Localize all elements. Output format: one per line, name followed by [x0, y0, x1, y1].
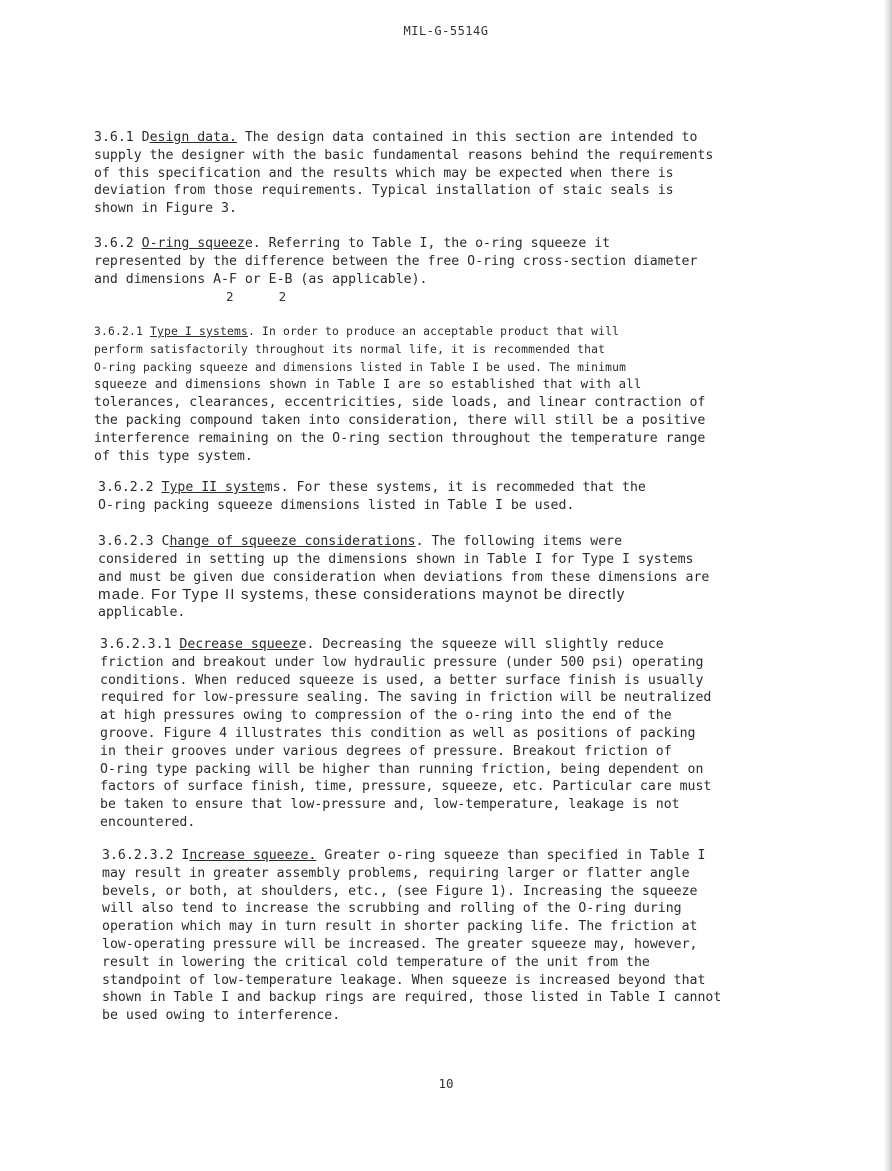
section-number: 3.6.2.1: [94, 325, 151, 338]
text-line: Greater o-ring squeeze than specified in Table I: [316, 848, 706, 863]
section-number: 3.6.2.3 C: [98, 534, 170, 549]
text-line: shown in Table I and backup rings are required, those listed in Table I cannot: [102, 990, 722, 1006]
page-number: 10: [438, 1076, 454, 1091]
text-line: applicable.: [98, 605, 186, 621]
section-title: hange of squeeze considerations: [169, 534, 416, 549]
text-line: and dimensions A-F or E-B (as applicable).: [94, 271, 428, 287]
page-edge-shadow: [884, 0, 892, 1171]
text-line: factors of surface finish, time, pressure, squeeze, etc. Particular care must: [100, 779, 712, 795]
text-line: required for low-pressure sealing. The saving in friction will be neutralized: [100, 690, 712, 706]
paragraph-3-6-2-3: [98, 533, 788, 622]
section-number: 3.6.2.2: [98, 480, 162, 495]
text-line: perform satisfactorily throughout its normal life, it is recommended that: [94, 342, 606, 356]
section-title: ncrease squeeze.: [189, 848, 317, 863]
paragraph-first-line: [98, 479, 788, 497]
text-line: low-operating pressure will be increased. The greater squeeze may, however,: [102, 936, 698, 952]
section-title: Decrease squeez: [179, 637, 299, 652]
text-line: e. Referring to Table I, the o-ring squeeze it: [244, 236, 611, 251]
text-line: . The following items were: [415, 534, 623, 549]
text-line: operation which may in turn result in shorter packing life. The friction at: [102, 919, 698, 935]
text-line: ms. For these systems, it is recommeded that the: [264, 480, 646, 495]
section-number: 3.6.1 D: [94, 130, 150, 145]
text-line: be used owing to interference.: [102, 1008, 341, 1024]
section-title: O-ring squeez: [141, 236, 245, 251]
paragraph-first-line: [102, 847, 792, 865]
text-line: conditions. When reduced squeeze is used, a better surface finish is usually: [100, 672, 704, 688]
text-line: interference remaining on the O-ring section throughout the temperature range: [94, 430, 706, 446]
paragraph-first-line: [94, 323, 784, 341]
section-number: 3.6.2.3.1: [100, 637, 180, 652]
text-line: the packing compound taken into consideration, there will still be a positive: [94, 412, 706, 428]
paragraph-first-line: [94, 235, 784, 253]
paragraph-3-6-2: [94, 235, 784, 288]
paragraph-first-line: [98, 533, 788, 551]
paragraph-first-line: [94, 129, 784, 147]
text-line: standpoint of low-temperature leakage. When squeeze is increased beyond that: [102, 972, 706, 988]
text-line: squeeze and dimensions shown in Table I are so established that with all: [94, 377, 642, 392]
text-line: . In order to produce an acceptable product that will: [248, 325, 620, 338]
text-line: shown in Figure 3.: [94, 201, 237, 217]
paragraph-3-6-1: [94, 129, 784, 218]
text-line: tolerances, clearances, eccentricities, side loads, and linear contraction of: [94, 395, 706, 411]
text-line: groove. Figure 4 illustrates this condition as well as positions of packing: [100, 725, 696, 741]
text-line: The design data contained in this section are intended to: [236, 130, 698, 145]
text-line: supply the designer with the basic fundamental reasons behind the requirements: [94, 147, 714, 163]
section-number: 3.6.2.3.2 I: [102, 848, 190, 863]
document-header: MIL-G-5514G: [403, 24, 489, 38]
text-line: in their grooves under various degrees of pressure. Breakout friction of: [100, 743, 672, 759]
section-title: Type II syste: [161, 480, 265, 495]
text-line: O-ring type packing will be higher than running friction, being dependent on: [100, 761, 704, 777]
text-line: O-ring packing squeeze and dimensions listed in Table I be used. The minimum: [94, 360, 627, 374]
text-line: and must be given due consideration when deviations from these dimensions are: [98, 569, 710, 585]
section-number: 3.6.2: [94, 236, 142, 251]
text-line: represented by the difference between the free O-ring cross-section diameter: [94, 253, 698, 269]
paragraph-3-6-2-1: [94, 323, 784, 465]
text-line: O-ring packing squeeze dimensions listed in Table I be used.: [98, 497, 575, 513]
dimension-subscripts: 2 2: [226, 289, 287, 304]
text-line: e. Decreasing the squeeze will slightly reduce: [298, 637, 664, 652]
text-line: of this type system.: [94, 448, 253, 464]
paragraph-3-6-2-2: [98, 479, 788, 515]
text-line: made. For Type II systems, these considerations maynot be directly: [98, 586, 626, 604]
text-line: be taken to ensure that low-pressure and, low-temperature, leakage is not: [100, 797, 680, 813]
text-line: deviation from those requirements. Typical installation of staic seals is: [94, 183, 674, 199]
text-line: of this specification and the results which may be expected when there is: [94, 165, 674, 181]
text-line: will also tend to increase the scrubbing and rolling of the O-ring during: [102, 901, 682, 917]
paragraph-3-6-2-3-1: [100, 636, 790, 832]
text-line: encountered.: [100, 814, 196, 830]
paragraph-3-6-2-3-2: [102, 847, 792, 1025]
text-line: may result in greater assembly problems, requiring larger or flatter angle: [102, 865, 690, 881]
paragraph-first-line: [100, 636, 790, 654]
text-line: bevels, or both, at shoulders, etc., (see Figure 1). Increasing the squeeze: [102, 883, 698, 899]
text-line: considered in setting up the dimensions shown in Table I for Type I systems: [98, 551, 694, 567]
section-title: esign data.: [149, 130, 237, 145]
text-line: result in lowering the critical cold temperature of the unit from the: [102, 954, 650, 970]
text-line: at high pressures owing to compression of the o-ring into the end of the: [100, 708, 672, 724]
section-title: Type I systems: [150, 325, 249, 338]
text-line: friction and breakout under low hydraulic pressure (under 500 psi) operating: [100, 654, 704, 670]
